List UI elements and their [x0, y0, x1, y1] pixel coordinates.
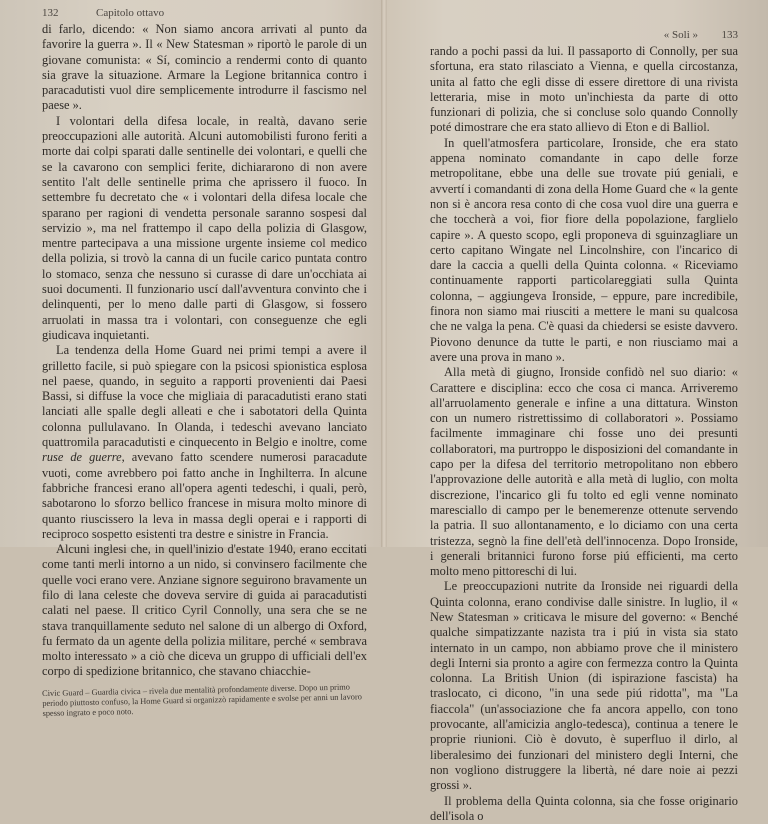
left-body-text	[42, 22, 367, 680]
right-body-text	[430, 44, 738, 824]
running-head-right	[430, 4, 738, 44]
paragraph: Il problema della Quinta colonna, sia che fosse originario dell'isola o	[430, 793, 738, 823]
text-run: La tendenza della Home Guard nei primi tempi a avere il grilletto facile, si può spiegare con la psicosi spionistica esplosa nel paese, quando, in seguito a rapporti provenienti dai Paesi Bassi, si diffuse la voce che migliaia di paracadutisti erano stati lanciati alle spalle degli alleati e che i sabotatori della Quinta colonna pullulavano. In Olanda, i tedeschi avevano lanciato quattromila paracadutisti e cinquecento in Belgio e inoltre, come	[42, 343, 367, 450]
image-caption: Civic Guard – Guardia civica – rivela due mentalità profondamente diverse. Dopo un primo periodo piuttosto confuso, la Home Guard si organizzò rapidamente e svolse per anni un lavoro spesso ingrato e poco noto.	[42, 682, 362, 718]
italic-phrase: ruse de guerre	[42, 450, 122, 465]
paragraph: Alcuni inglesi che, in quell'inizio d'estate 1940, erano eccitati come tanti merli intorno a un nido, si convinsero facilmente che quelle voci erano vere. Anziane signore seguirono bravamente un filo di lana celeste che doveva servire di guida ai paracadutisti calati nel paese. Il critico Cyril Connolly, una sera che se ne stava tranquillamente seduto nel salone di un albergo di Oxford, fu fermato da un agente della polizia militare, perché « sembrava molto interessato » a ciò che diceva un gruppo di ufficiali dell'ex corpo di spedizione britannico, che stavano chiacchie-	[42, 542, 367, 679]
paragraph: Alla metà di giugno, Ironside confidò nel suo diario: « Carattere e disciplina: ecco che cosa ci manca. Arriveremo all'arruolamento generale e infine a una dittatura. Winston con un numero ristrettissimo di collaboratori ». Possiamo facilmente immaginare chi fosse uno dei presunti collaboratori, ma purtroppo le disposizioni del comandante in capo per la difesa del territorio metropolitano non ebbero l'approvazione delle autorità e alla metà di luglio, con molta discrezione, l'incarico gli fu tolto ed egli venne nominato maresciallo di campo per le benemerenze ottenute servendo la patria. Il suo allontanamento, e lo diciamo con una certa tristezza, segnò la fine dell'età dell'innocenza. Dopo Ironside, i generali britannici furono forse piú efficienti, ma certo molto meno pittoreschi di lui.	[430, 365, 738, 579]
paragraph	[42, 343, 367, 542]
right-page	[387, 0, 768, 823]
left-page	[0, 0, 381, 718]
paragraph: I volontari della difesa locale, in realtà, davano serie preoccupazioni alle autorità. Alcuni automobilisti furono feriti a morte dai colpi sparati dalle sentinelle dei volontari, e quelli che se la cavarono con semplici ferite, dichiararono di non avere sentito l'alt delle sentinelle prima che aprissero il fuoco. In settembre fu decretato che « i volontari della difesa locale che sparano per ragioni di vendetta personale saranno sospesi dal servizio », ma nel frattempo il capo della polizia di Glasgow, mentre partecipava a una missione urgente insieme col medico della polizia, si trovò la canna di un fucile carico puntata contro lo stomaco, senza che nessuno si curasse di dare un'occhiata ai suoi documenti. Il funzionario uscí dall'avventura convinto che i delinquenti, per lo meno dalle parti di Glasgow, si fossero arruolati in massa tra i volontari, con conseguenze che egli giudicava inquietanti.	[42, 113, 367, 342]
paragraph: di farlo, dicendo: « Non siamo ancora arrivati al punto da favorire la guerra ». Il « New Statesman » riportò le parole di un giovane comunista: « Sí, comincio a rendermi conto di quanto sia grave la situazione. Armare la Legione britannica contro i paracadutisti vuol dire semplicemente introdurre il fascismo nel paese ».	[42, 22, 367, 113]
paragraph: rando a pochi passi da lui. Il passaporto di Connolly, per sua sfortuna, era stato rilasciato a Vienna, e quella circostanza, unita al fatto che egli disse di essere direttore di una rivista letteraria, mise in moto un'inchiesta da parte di otto funzionari di polizia, che si concluse solo quando Connolly poté dimostrare che era stato allievo di Eton e di Balliol.	[430, 44, 738, 135]
section-title: « Soli »	[663, 29, 698, 41]
text-run: , avevano fatto scendere numerosi paracadute vuoti, come avrebbero poi fatto anche in Inghilterra. In alcune fabbriche francesi erano all'opera agenti tedeschi, i quali, però, sabotarono lo sforzo bellico francese in misura molto minore di quanto riuscissero la leva in massa degli operai e i rapporti di reciproco sospetto esistenti tra destre e sinistre in Francia.	[42, 450, 367, 541]
running-head-left	[42, 4, 367, 22]
paragraph: Le preoccupazioni nutrite da Ironside nei riguardi della Quinta colonna, erano condivise dalle sinistre. In luglio, il « New Statesman » criticava le misure del governo: « Benché qualche simpatizzante nazista tra i piú in vista sia stato internato in un campo, non abbiamo prove che il ministero degli Interni sia pronto a agire con fermezza contro la Quinta colonna. La British Union (di ispirazione fascista) ha traslocato, ci dicono, "in una sede piú ridotta", ma "La fiaccola" (un'associazione che fa ancora appello, con tono provocante, all'amicizia anglo-tedesca), continua a tenere le proprie riunioni. Ciò è dovuto, è superfluo il dirlo, al liberalesimo dei funzionari del ministero degli Interni, che non vogliono distruggere la libertà, né dare noie ai pezzi grossi ».	[430, 579, 738, 793]
paragraph: In quell'atmosfera particolare, Ironside, che era stato appena nominato comandante in capo delle forze metropolitane, ebbe una delle sue trovate piú geniali, e avvertí i comandanti di zona della Home Guard che « la gente non si è ancora resa conto di che cosa vuol dire una guerra e che toccherà a voi, fior fiore della popolazione, farglielo capire ». A questo scopo, egli proponeva di sguinzagliare un certo capitano Wingate nel Lincolnshire, con l'incarico di dare la caccia a quelli della Quinta colonna. « Riceviamo continuamente rapporti particolareggiati sulla Quinta colonna, – aggiungeva Ironside, – eppure, pare incredibile, finora non siamo mai riusciti a mettere le mani su qualcosa che ne valga la pena. C'è quasi da chiedersi se esiste davvero. Piovono denunce da tutte le parti, e non riusciamo mai a avere una prova in mano ».	[430, 135, 738, 364]
page-number: 132	[42, 7, 59, 19]
chapter-title: Capitolo ottavo	[96, 7, 165, 19]
page-number: 133	[721, 29, 738, 41]
